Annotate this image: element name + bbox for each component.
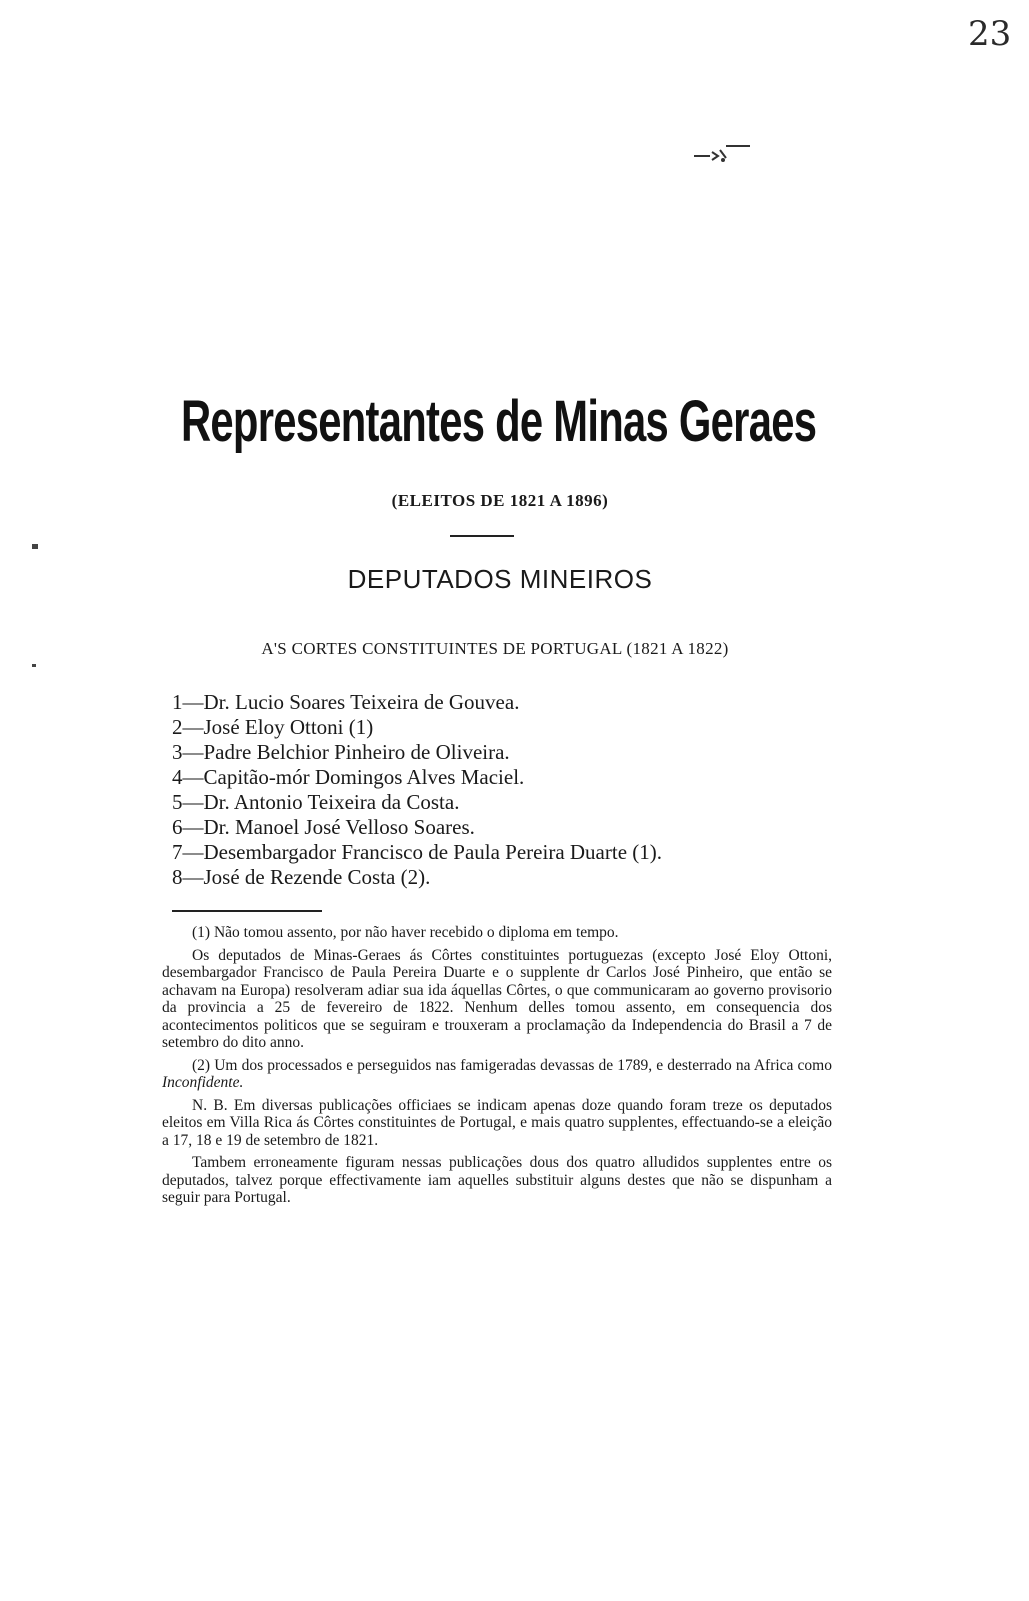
page-title: Representantes de Minas Geraes xyxy=(180,389,817,454)
list-item: 8—José de Rezende Costa (2). xyxy=(172,865,431,889)
footnote-2-text: (2) Um dos processados e perseguidos nas famigeradas devassas de 1789, e desterrado na Africa como xyxy=(192,1056,832,1074)
list-item: 5—Dr. Antonio Teixeira da Costa. xyxy=(172,790,460,814)
note-nb: N. B. Em diversas publicações officiaes se indicam apenas doze quando foram treze os deputados eleitos em Villa Rica ás Côrtes constituintes de Portugal, e mais quatro supplentes, effectuando-se a eleição a 17, 18 e 19 de setembro de 1821. xyxy=(162,1096,832,1149)
list-item: 4—Capitão-mór Domingos Alves Maciel. xyxy=(172,765,525,789)
list-item: 6—Dr. Manoel José Velloso Soares. xyxy=(172,815,475,839)
footnote-1: (1) Não tomou assento, por não haver recebido o diploma em tempo. xyxy=(192,924,619,941)
footnotes xyxy=(162,924,832,1212)
footnote-2 xyxy=(162,1057,832,1092)
divider-short xyxy=(450,535,514,537)
note-also: Tambem erroneamente figuram nessas publicações dous dos quatro alludidos supplentes entre os deputados, talvez porque effectivamente iam aquelles substituir alguns destes que não se dispunham a seguir para Portugal. xyxy=(162,1154,832,1206)
ornament-mark xyxy=(692,138,752,168)
deputies-list xyxy=(172,690,662,890)
footnote-1-continuation: Os deputados de Minas-Geraes ás Côrtes constituintes portuguezas (excepto José Eloy Ottoni, desembargador Francisco de Paula Pereira Duarte e o supplente dr Carlos José Pinheiro, que então se achavam na Europa) resolveram adiar sua ida áquellas Côrtes, o que communicaram ao governo provisorio da provincia a 25 de fevereiro de 1822. Nenhum delles tomou assento, em consequencia dos acontecimentos politicos que se seguiram e trouxeram a proclamação da Independencia do Brasil a 7 de setembro do dito anno. xyxy=(162,946,832,1051)
page-subtitle: (ELEITOS DE 1821 A 1896) xyxy=(391,491,609,510)
footnote-divider xyxy=(172,910,322,912)
list-item: 3—Padre Belchior Pinheiro de Oliveira. xyxy=(172,740,510,764)
margin-speck xyxy=(32,664,36,667)
list-item: 1—Dr. Lucio Soares Teixeira de Gouvea. xyxy=(172,690,520,714)
footnote-2-italic: Inconfidente. xyxy=(162,1074,244,1091)
list-item: 7—Desembargador Francisco de Paula Pereira Duarte (1). xyxy=(172,840,663,864)
section-heading: DEPUTADOS MINEIROS xyxy=(347,564,653,594)
list-item: 2—José Eloy Ottoni (1) xyxy=(172,715,374,739)
margin-speck xyxy=(32,544,38,549)
section-subheading: A'S CORTES CONSTITUINTES DE PORTUGAL (1821 A 1822) xyxy=(261,639,729,658)
page-number: 23 xyxy=(968,14,1012,54)
